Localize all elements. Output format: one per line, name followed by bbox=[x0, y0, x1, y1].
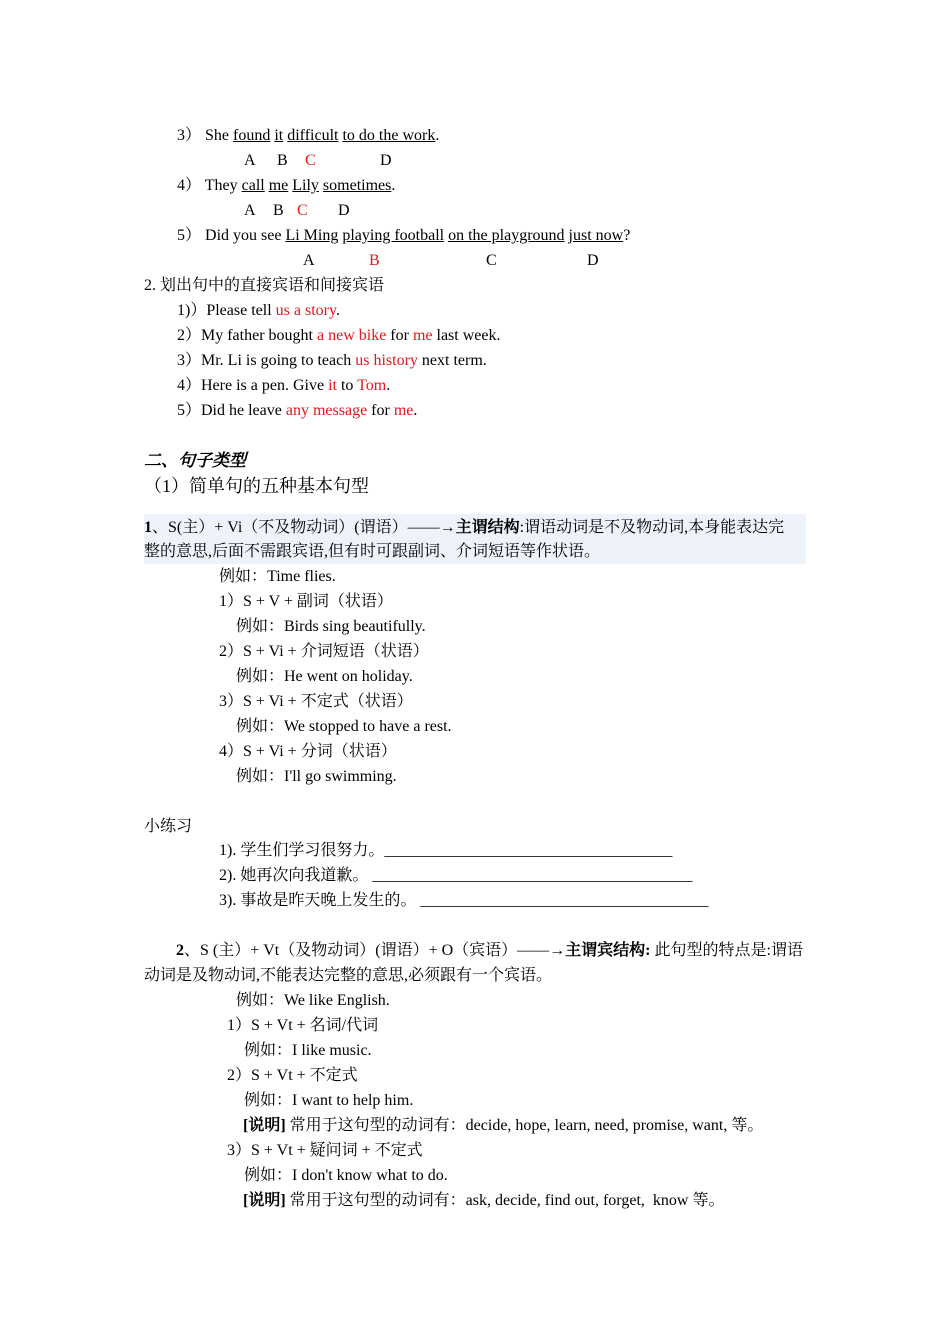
sentence-text: 4）Here is a pen. Give bbox=[177, 377, 329, 394]
exercise-2-item bbox=[177, 350, 487, 372]
label-a: A bbox=[303, 252, 315, 269]
p2-subpattern-1: 1）S + Vt + 名词/代词 bbox=[227, 1017, 379, 1034]
label-d: D bbox=[380, 152, 392, 169]
pattern-text: 此句型的特点是:谓语 bbox=[650, 942, 803, 959]
subpattern-4-example: 例如：I'll go swimming. bbox=[236, 768, 397, 785]
label-c-answer: C bbox=[297, 202, 308, 219]
underlined-word-a: found bbox=[233, 127, 271, 144]
object-answer: any message bbox=[285, 402, 368, 419]
underlined-word-b: it bbox=[274, 127, 284, 144]
question-number: 4） bbox=[177, 177, 202, 194]
question-number: 3） bbox=[177, 127, 202, 144]
label-c-answer: C bbox=[305, 152, 316, 169]
pattern-2-example: 例如：We like English. bbox=[236, 992, 390, 1009]
note-text: 常用于这句型的动词有：decide, hope, learn, need, promise, want, 等。 bbox=[285, 1117, 764, 1134]
label-a: A bbox=[244, 152, 256, 169]
label-d: D bbox=[587, 252, 599, 269]
exercise-2-item bbox=[177, 375, 390, 397]
pattern-number: 2 bbox=[176, 942, 184, 959]
question-number: 5） bbox=[177, 227, 202, 244]
label-d: D bbox=[338, 202, 350, 219]
p2-subpattern-3-note bbox=[243, 1190, 724, 1212]
pattern-name: 主谓宾结构: bbox=[565, 942, 651, 959]
underlined-word-c: difficult bbox=[287, 127, 339, 144]
sentence-text: 2）My father bought bbox=[177, 327, 317, 344]
sentence-text: for bbox=[367, 402, 394, 419]
pattern-text: :谓语动词是不及物动词,本身能表达完 bbox=[519, 519, 785, 536]
sentence-text: 1)）Please tell bbox=[177, 302, 276, 319]
underlined-word-c: on the playground bbox=[448, 227, 565, 244]
pattern-name: 主谓结构 bbox=[455, 519, 520, 536]
pattern-text: 、S(主）+ Vi（不及物动词）(谓语）——→ bbox=[152, 519, 456, 536]
pattern-text: 、S (主）+ Vt（及物动词）(谓语）+ O（宾语）——→ bbox=[184, 942, 566, 959]
label-a: A bbox=[244, 202, 256, 219]
note-tag: [说明] bbox=[243, 1192, 286, 1209]
practice-item: 2). 她再次向我道歉。 ________________________________________ bbox=[219, 867, 693, 884]
practice-item: 3). 事故是昨天晚上发生的。 ____________________________________ bbox=[219, 892, 709, 909]
object-answer: me bbox=[412, 327, 433, 344]
exercise-2-item bbox=[177, 400, 417, 422]
subpattern-2: 2）S + Vi + 介词短语（状语） bbox=[219, 643, 429, 660]
underlined-word-d: to do the work bbox=[342, 127, 436, 144]
subpattern-1: 1）S + V + 副词（状语） bbox=[219, 593, 393, 610]
subpattern-3-example: 例如：We stopped to have a rest. bbox=[236, 718, 452, 735]
word: She bbox=[205, 127, 230, 144]
object-answer: us history bbox=[355, 352, 418, 369]
exercise-4-sentence bbox=[177, 175, 395, 197]
sentence-text: 5）Did he leave bbox=[177, 402, 286, 419]
p2-subpattern-2: 2）S + Vt + 不定式 bbox=[227, 1067, 358, 1084]
punctuation: . bbox=[435, 127, 440, 144]
subpattern-1-example: 例如：Birds sing beautifully. bbox=[236, 618, 426, 635]
label-c: C bbox=[486, 252, 497, 269]
subpattern-3: 3）S + Vi + 不定式（状语） bbox=[219, 693, 413, 710]
sentence-text: . bbox=[386, 377, 391, 394]
sentence-text: for bbox=[386, 327, 413, 344]
practice-title: 小练习 bbox=[144, 818, 193, 835]
underlined-word-d: just now bbox=[568, 227, 624, 244]
label-b: B bbox=[273, 202, 284, 219]
underlined-word-b: me bbox=[268, 177, 289, 194]
pattern-1-line-1 bbox=[144, 517, 784, 539]
note-tag: [说明] bbox=[243, 1117, 286, 1134]
underlined-word-b: playing football bbox=[342, 227, 445, 244]
pattern-2-line-2: 动词是及物动词,不能表达完整的意思,必须跟有一个宾语。 bbox=[144, 967, 553, 984]
practice-item: 1). 学生们学习很努力。____________________________________ bbox=[219, 842, 673, 859]
object-answer: us a story bbox=[275, 302, 336, 319]
exercise-2-title: 2. 划出句中的直接宾语和间接宾语 bbox=[144, 277, 385, 294]
object-answer: a new bike bbox=[316, 327, 387, 344]
exercise-3-sentence bbox=[177, 125, 439, 147]
pattern-1-line-2: 整的意思,后面不需跟宾语,但有时可跟副词、介词短语等作状语。 bbox=[144, 543, 601, 560]
p2-subpattern-2-note bbox=[243, 1115, 763, 1137]
sentence-text: last week. bbox=[432, 327, 501, 344]
object-answer: Tom bbox=[357, 377, 387, 394]
underlined-word-a: call bbox=[241, 177, 265, 194]
underlined-word-c: Lily bbox=[292, 177, 319, 194]
sentence-text: . bbox=[335, 302, 340, 319]
p2-subpattern-2-example: 例如：I want to help him. bbox=[244, 1092, 414, 1109]
underlined-word-a: Li Ming bbox=[285, 227, 339, 244]
section-subheading: （1）简单句的五种基本句型 bbox=[144, 476, 369, 496]
exercise-2-item bbox=[177, 300, 340, 322]
subpattern-4: 4）S + Vi + 分词（状语） bbox=[219, 743, 397, 760]
p2-subpattern-3-example: 例如：I don't know what to do. bbox=[244, 1167, 448, 1184]
word: They bbox=[204, 177, 238, 194]
punctuation: . bbox=[391, 177, 396, 194]
pattern-number: 1 bbox=[144, 519, 152, 536]
section-heading: 二、句子类型 bbox=[144, 451, 246, 470]
pattern-1-example: 例如：Time flies. bbox=[219, 568, 336, 585]
p2-subpattern-3: 3）S + Vt + 疑问词 + 不定式 bbox=[227, 1142, 423, 1159]
subpattern-2-example: 例如：He went on holiday. bbox=[236, 668, 413, 685]
underlined-word-d: sometimes bbox=[322, 177, 392, 194]
sentence-text: 3）Mr. Li is going to teach bbox=[177, 352, 356, 369]
sentence-text: next term. bbox=[417, 352, 487, 369]
sentence-text: to bbox=[336, 377, 358, 394]
word: Did you see bbox=[205, 227, 282, 244]
exercise-5-sentence bbox=[177, 225, 630, 247]
exercise-2-item bbox=[177, 325, 500, 347]
label-b-answer: B bbox=[369, 252, 380, 269]
note-text: 常用于这句型的动词有：ask, decide, find out, forget, know 等。 bbox=[285, 1192, 725, 1209]
p2-subpattern-1-example: 例如：I like music. bbox=[244, 1042, 372, 1059]
pattern-2-line-1 bbox=[176, 940, 803, 962]
object-answer: me bbox=[393, 402, 414, 419]
object-answer: it bbox=[328, 377, 337, 394]
sentence-text: . bbox=[413, 402, 418, 419]
label-b: B bbox=[277, 152, 288, 169]
punctuation: ? bbox=[623, 227, 631, 244]
